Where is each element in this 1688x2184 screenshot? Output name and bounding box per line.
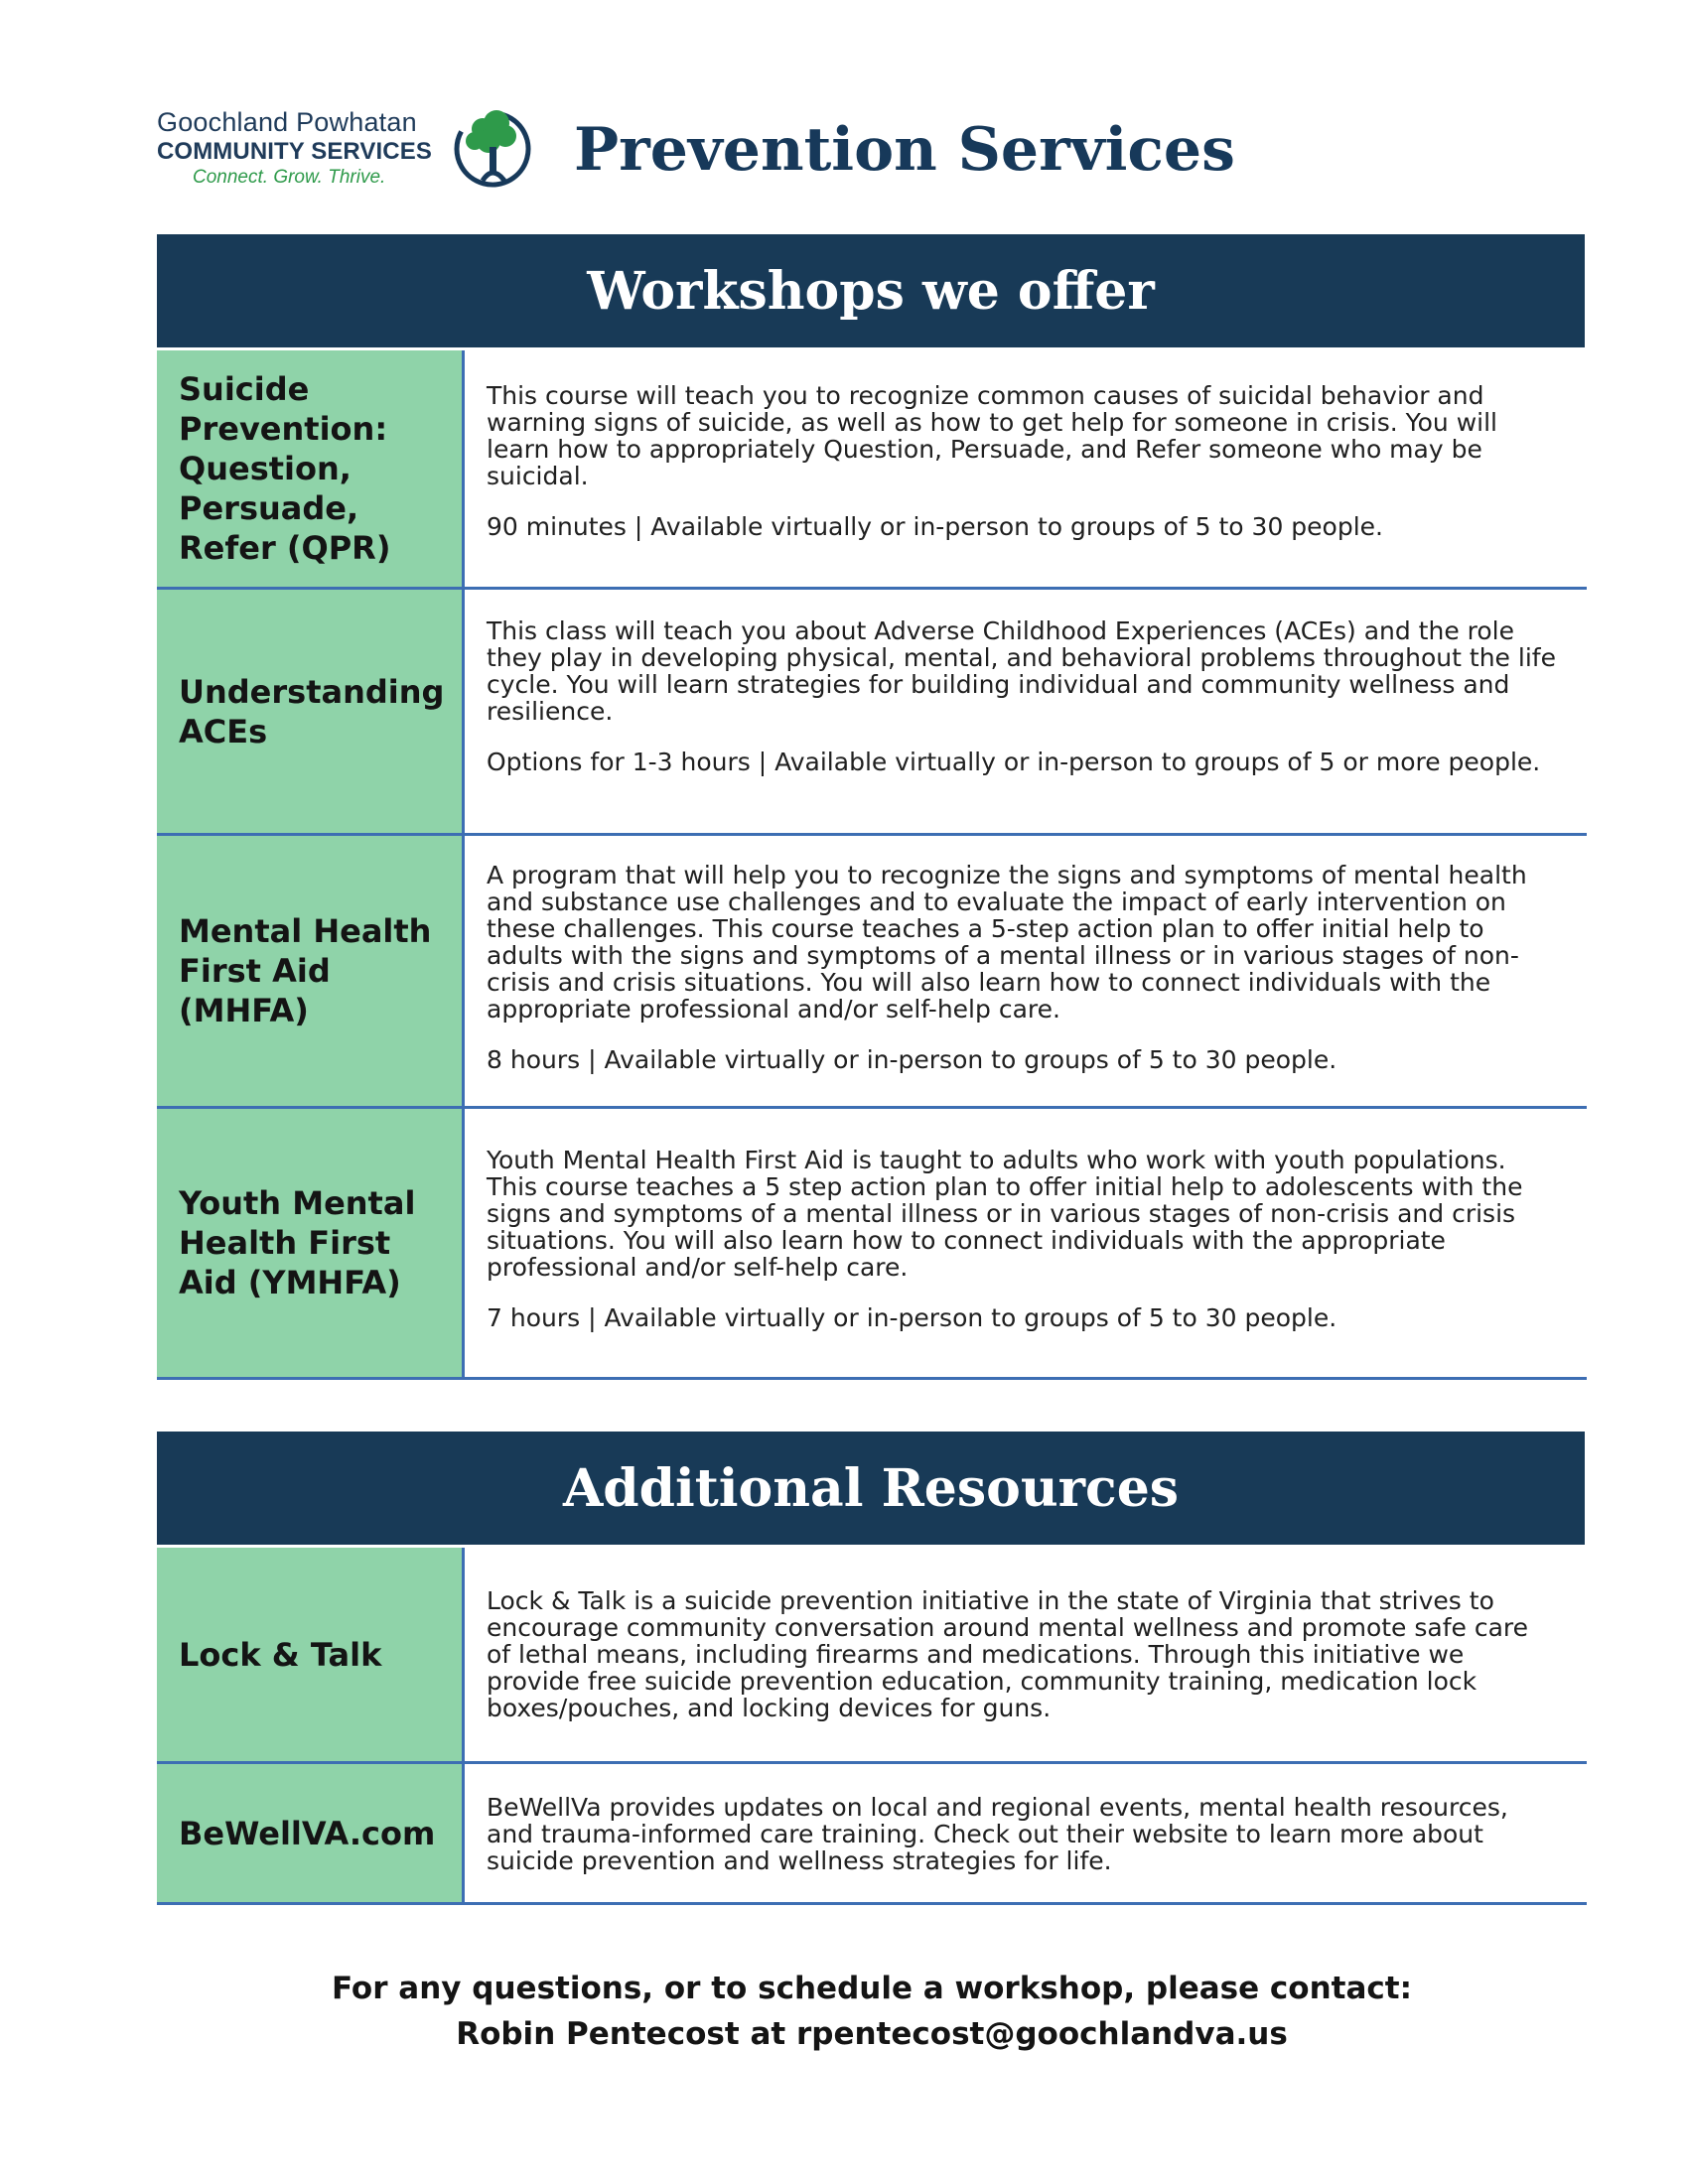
workshop-details: 8 hours | Available virtually or in-person to groups of 5 to 30 people. xyxy=(487,1045,1337,1074)
org-name-line1: Goochland Powhatan xyxy=(157,107,417,137)
resource-description-cell xyxy=(465,1548,1587,1761)
org-name-line2: COMMUNITY SERVICES xyxy=(157,138,432,165)
resource-description: BeWellVa provides updates on local and regional events, mental health resources, and trauma-informed care training. Check out their website to learn more about suicide prevention and wellness strategies for life. xyxy=(487,1793,1508,1875)
workshop-description: This course will teach you to recognize common causes of suicidal behavior and warning signs of suicide, as well as how to get help for someone in crisis. You will learn how to appropriately Question, Persuade, and Refer someone who may be suicidal. xyxy=(487,381,1497,490)
workshop-row xyxy=(157,590,1587,836)
workshop-details: 90 minutes | Available virtually or in-person to groups of 5 to 30 people. xyxy=(487,512,1383,541)
workshop-description-cell xyxy=(465,836,1587,1106)
workshop-name: Mental Health First Aid (MHFA) xyxy=(157,836,465,1106)
workshop-name: Understanding ACEs xyxy=(157,590,465,833)
resource-row xyxy=(157,1764,1587,1905)
workshop-description-cell xyxy=(465,590,1587,833)
resource-row xyxy=(157,1548,1587,1764)
contact-person: Robin Pentecost at rpentecost@goochlandva.us xyxy=(456,2016,1288,2052)
workshop-description: A program that will help you to recognize the signs and symptoms of mental health and substance use challenges and to evaluate the impact of early intervention on these challenges. This course teaches a 5-step action plan to offer initial help to adults with the signs and symptoms of a mental illness or in various stages of non-crisis and crisis situations. You will also learn how to connect individuals with the appropriate professional and/or self-help care. xyxy=(487,861,1527,1024)
workshop-description-cell xyxy=(465,350,1587,587)
workshop-description: This class will teach you about Adverse Childhood Experiences (ACEs) and the role they play in developing physical, mental, and behavioral problems throughout the life cycle. You will learn strategies for building individual and community wellness and resilience. xyxy=(487,616,1556,726)
workshop-row xyxy=(157,1109,1587,1380)
resources-heading-bar xyxy=(157,1432,1585,1545)
workshop-description: Youth Mental Health First Aid is taught to adults who work with youth populations. This course teaches a 5 step action plan to offer initial help to adolescents with the signs and symptoms of a mental illness or in various stages of non-crisis and crisis situations. You will also learn how to connect individuals with the appropriate professional and/or self-help care. xyxy=(487,1146,1523,1282)
workshop-row xyxy=(157,350,1587,590)
page-header xyxy=(157,103,1249,206)
workshop-row xyxy=(157,836,1587,1109)
workshop-details: 7 hours | Available virtually or in-person to groups of 5 to 30 people. xyxy=(487,1303,1337,1332)
contact-info xyxy=(157,1966,1587,2057)
resources-table xyxy=(157,1548,1587,1905)
org-name xyxy=(157,107,432,190)
workshop-name: Youth Mental Health First Aid (YMHFA) xyxy=(157,1109,465,1377)
contact-line: For any questions, or to schedule a workshop, please contact: xyxy=(332,1971,1412,2006)
workshop-details: Options for 1-3 hours | Available virtually or in-person to groups of 5 or more people. xyxy=(487,748,1541,776)
resources-heading: Additional Resources xyxy=(562,1457,1180,1519)
page-title: Prevention Services xyxy=(574,115,1235,185)
tree-logo-icon xyxy=(453,103,532,195)
resource-name: Lock & Talk xyxy=(157,1548,465,1761)
resource-description-cell xyxy=(465,1764,1587,1902)
workshops-table xyxy=(157,350,1587,1380)
workshop-description-cell xyxy=(465,1109,1587,1377)
org-tagline: Connect. Grow. Thrive. xyxy=(193,167,386,188)
workshops-heading-bar xyxy=(157,234,1585,347)
workshop-name: Suicide Prevention: Question, Persuade, Refer (QPR) xyxy=(157,350,465,587)
resource-description: Lock & Talk is a suicide prevention initiative in the state of Virginia that strives to encourage community conversation around mental wellness and promote safe care of lethal means, including firearms and medications. Through this initiative we provide free suicide prevention education, community training, medication lock boxes/pouches, and locking devices for guns. xyxy=(487,1586,1529,1722)
resource-name: BeWellVA.com xyxy=(157,1764,465,1902)
workshops-heading: Workshops we offer xyxy=(587,260,1155,322)
